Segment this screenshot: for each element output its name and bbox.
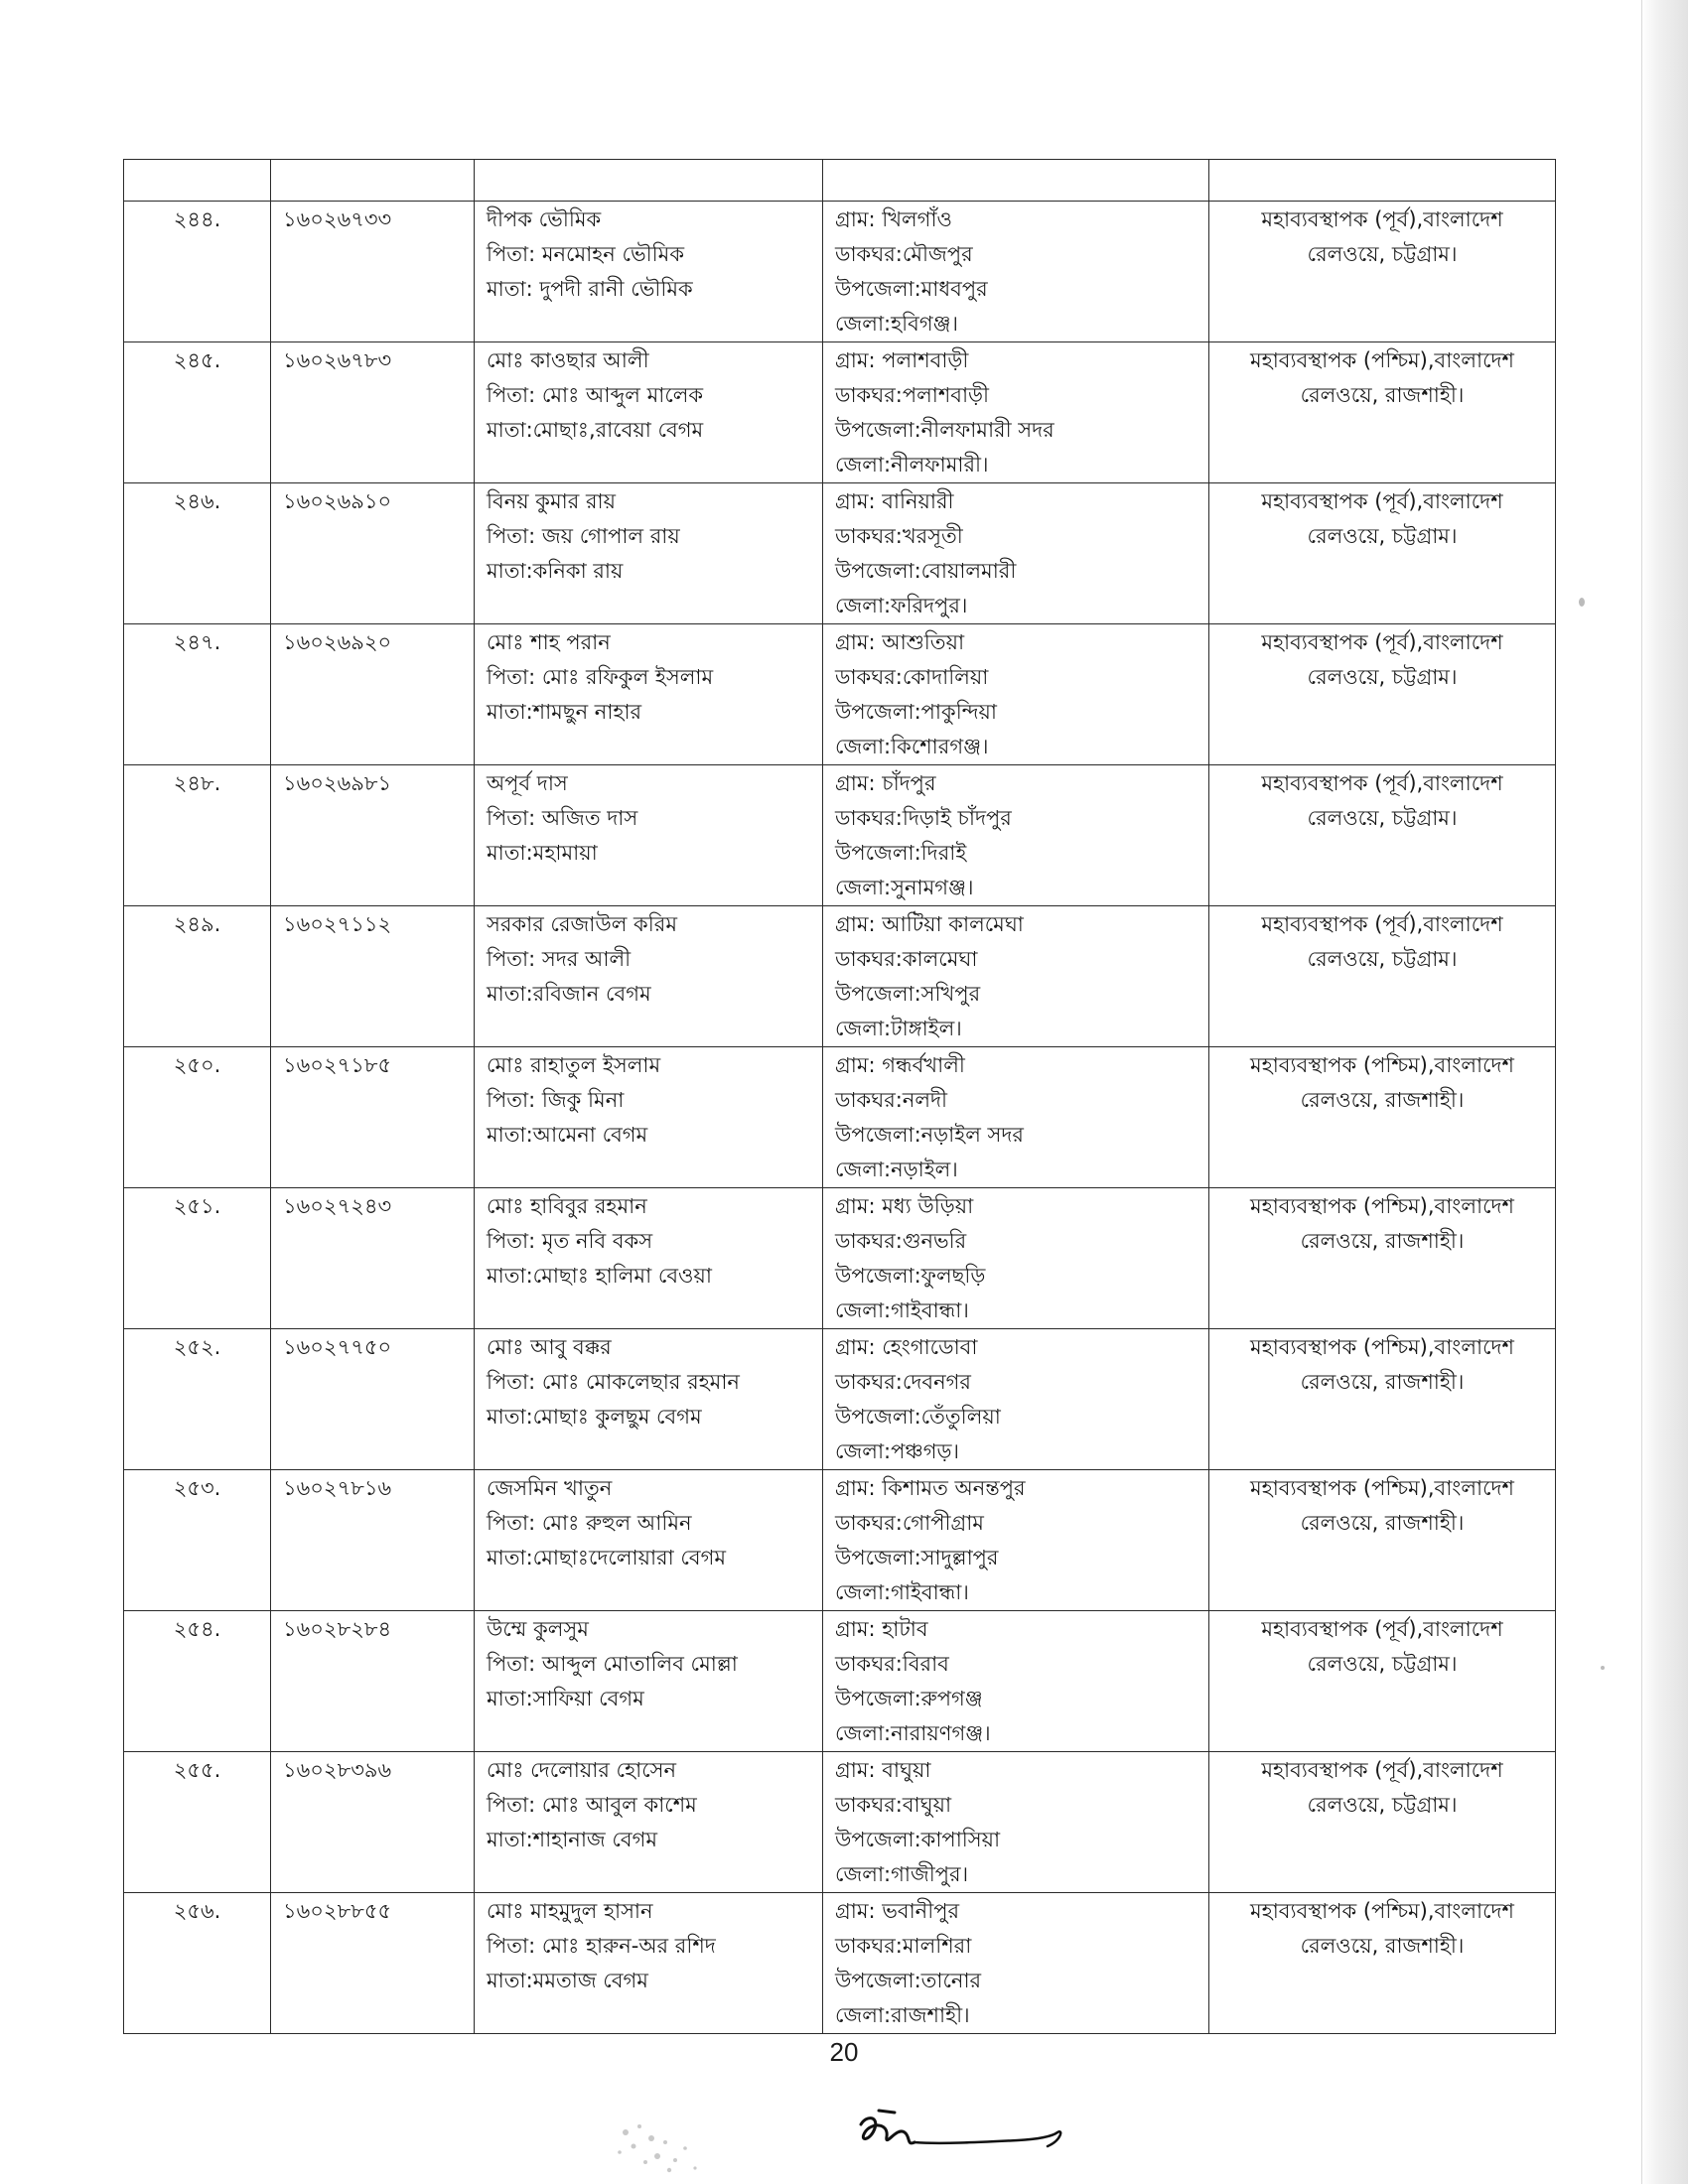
table-row xyxy=(124,1047,1556,1188)
serial-cell xyxy=(124,624,271,765)
mother-name: মাতা:শাহানাজ বেগম xyxy=(487,1828,658,1851)
serial-cell xyxy=(124,1188,271,1329)
serial-cell xyxy=(124,1752,271,1893)
roll-cell xyxy=(271,1047,475,1188)
address-village: গ্রাম: খিলগাঁও xyxy=(835,207,952,231)
faded-ink-smudge-icon xyxy=(606,2113,735,2182)
office-location: রেলওয়ে, চট্টগ্রাম। xyxy=(1307,1793,1458,1817)
office-title: মহাব্যবস্থাপক (পূর্ব),বাংলাদেশ xyxy=(1261,489,1503,513)
table-row xyxy=(124,1752,1556,1893)
person-cell xyxy=(475,202,823,342)
posting-office-cell xyxy=(1209,1752,1556,1893)
blank-cell xyxy=(475,160,823,202)
address-upazila: উপজেলা:পাকুন্দিয়া xyxy=(835,700,998,724)
office-location: রেলওয়ে, চট্টগ্রাম। xyxy=(1307,524,1458,548)
address-district: জেলা:গাইবান্ধা। xyxy=(835,1298,969,1322)
table-row xyxy=(124,202,1556,342)
serial-cell xyxy=(124,1470,271,1611)
roll-number: ১৬০২৭৮১৬ xyxy=(283,1476,392,1500)
mother-name: মাতা:মোছাঃদেলোয়ারা বেগম xyxy=(487,1546,727,1570)
office-location: রেলওয়ে, চট্টগ্রাম। xyxy=(1307,242,1458,266)
address-district: জেলা:নারায়ণগঞ্জ। xyxy=(835,1721,991,1745)
posting-office-cell xyxy=(1209,1329,1556,1470)
office-title: মহাব্যবস্থাপক (পশ্চিম),বাংলাদেশ xyxy=(1250,348,1514,372)
blank-cell xyxy=(124,160,271,202)
address-upazila: উপজেলা:ফুলছড়ি xyxy=(835,1264,986,1288)
roll-number: ১৬০২৬৭৮৩ xyxy=(283,348,392,372)
address-village: গ্রাম: হেংগাডোবা xyxy=(835,1335,978,1359)
office-location: রেলওয়ে, চট্টগ্রাম। xyxy=(1307,665,1458,689)
address-cell xyxy=(823,765,1209,906)
roll-number: ১৬০২৮৮৫৫ xyxy=(283,1899,392,1923)
page-number: 20 xyxy=(829,2037,859,2067)
serial-number: ২৫২. xyxy=(173,1335,221,1359)
address-cell xyxy=(823,342,1209,483)
father-name: পিতা: জয় গোপাল রায় xyxy=(487,524,680,548)
candidate-name: বিনয় কুমার রায় xyxy=(487,489,616,513)
roll-cell xyxy=(271,906,475,1047)
serial-number: ২৫৬. xyxy=(173,1899,221,1923)
posting-office-cell xyxy=(1209,483,1556,624)
blank-cell xyxy=(823,160,1209,202)
address-district: জেলা:নড়াইল। xyxy=(835,1158,958,1181)
posting-office-cell xyxy=(1209,1611,1556,1752)
address-district: জেলা:নীলফামারী। xyxy=(835,453,989,477)
posting-office-cell xyxy=(1209,765,1556,906)
office-location: রেলওয়ে, চট্টগ্রাম। xyxy=(1307,1652,1458,1676)
office-title: মহাব্যবস্থাপক (পশ্চিম),বাংলাদেশ xyxy=(1250,1053,1514,1077)
table-row xyxy=(124,1611,1556,1752)
posting-office-cell xyxy=(1209,202,1556,342)
father-name: পিতা: অজিত দাস xyxy=(487,806,638,830)
person-cell xyxy=(475,906,823,1047)
address-upazila: উপজেলা:রুপগঞ্জ xyxy=(835,1687,983,1710)
person-cell xyxy=(475,483,823,624)
roll-cell xyxy=(271,202,475,342)
blank-cell xyxy=(271,160,475,202)
roll-cell xyxy=(271,1611,475,1752)
office-location: রেলওয়ে, রাজশাহী। xyxy=(1300,1934,1465,1958)
address-cell xyxy=(823,1611,1209,1752)
serial-cell xyxy=(124,1611,271,1752)
address-district: জেলা:কিশোরগঞ্জ। xyxy=(835,735,989,758)
blank-header-row xyxy=(124,160,1556,202)
office-title: মহাব্যবস্থাপক (পূর্ব),বাংলাদেশ xyxy=(1261,207,1503,231)
father-name: পিতা: মনমোহন ভৌমিক xyxy=(487,242,685,266)
roll-cell xyxy=(271,1893,475,2034)
table-row xyxy=(124,1893,1556,2034)
scan-speck xyxy=(1601,1666,1605,1670)
roll-number: ১৬০২৬৯৮১ xyxy=(283,771,392,795)
address-upazila: উপজেলা:কাপাসিয়া xyxy=(835,1828,1001,1851)
candidate-table xyxy=(123,159,1556,2034)
address-post-office: ডাকঘর:নলদী xyxy=(835,1088,948,1112)
candidate-name: উম্মে কুলসুম xyxy=(487,1617,589,1641)
serial-number: ২৪৭. xyxy=(173,630,221,654)
address-upazila: উপজেলা:বোয়ালমারী xyxy=(835,559,1017,583)
address-upazila: উপজেলা:সখিপুর xyxy=(835,982,981,1006)
address-upazila: উপজেলা:মাধবপুর xyxy=(835,277,988,301)
mother-name: মাতা:মমতাজ বেগম xyxy=(487,1969,648,1992)
address-village: গ্রাম: আশুতিয়া xyxy=(835,630,965,654)
address-district: জেলা:সুনামগঞ্জ। xyxy=(835,876,974,899)
table-row xyxy=(124,342,1556,483)
office-title: মহাব্যবস্থাপক (পশ্চিম),বাংলাদেশ xyxy=(1250,1335,1514,1359)
roll-number: ১৬০২৬৯২০ xyxy=(283,630,392,654)
address-upazila: উপজেলা:নীলফামারী সদর xyxy=(835,418,1055,442)
table-row xyxy=(124,765,1556,906)
posting-office-cell xyxy=(1209,1188,1556,1329)
candidate-name: মোঃ মাহমুদুল হাসান xyxy=(487,1899,653,1923)
father-name: পিতা: সদর আলী xyxy=(487,947,632,971)
blank-cell xyxy=(1209,160,1556,202)
address-district: জেলা:রাজশাহী। xyxy=(835,2003,970,2027)
office-title: মহাব্যবস্থাপক (পূর্ব),বাংলাদেশ xyxy=(1261,912,1503,936)
table-row xyxy=(124,1329,1556,1470)
candidate-name: মোঃ হাবিবুর রহমান xyxy=(487,1194,647,1218)
office-location: রেলওয়ে, রাজশাহী। xyxy=(1300,1088,1465,1112)
candidate-name: সরকার রেজাউল করিম xyxy=(487,912,677,936)
posting-office-cell xyxy=(1209,906,1556,1047)
father-name: পিতা: মোঃ রফিকুল ইসলাম xyxy=(487,665,714,689)
mother-name: মাতা:মোছাঃ,রাবেয়া বেগম xyxy=(487,418,704,442)
address-upazila: উপজেলা:তেঁতুলিয়া xyxy=(835,1405,1001,1429)
serial-cell xyxy=(124,765,271,906)
mother-name: মাতা:মহামায়া xyxy=(487,841,598,865)
address-village: গ্রাম: মধ্য উড়িয়া xyxy=(835,1194,974,1218)
office-title: মহাব্যবস্থাপক (পশ্চিম),বাংলাদেশ xyxy=(1250,1194,1514,1218)
father-name: পিতা: মোঃ হারুন-অর রশিদ xyxy=(487,1934,716,1958)
roll-number: ১৬০২৮২৮৪ xyxy=(283,1617,392,1641)
father-name: পিতা: আব্দুল মোতালিব মোল্লা xyxy=(487,1652,738,1676)
address-village: গ্রাম: বাঘুয়া xyxy=(835,1758,931,1782)
address-district: জেলা:গাজীপুর। xyxy=(835,1862,969,1886)
office-title: মহাব্যবস্থাপক (পূর্ব),বাংলাদেশ xyxy=(1261,630,1503,654)
person-cell xyxy=(475,765,823,906)
address-village: গ্রাম: হাটাব xyxy=(835,1617,928,1641)
address-village: গ্রাম: বানিয়ারী xyxy=(835,489,954,513)
posting-office-cell xyxy=(1209,1047,1556,1188)
roll-number: ১৬০২৭১৮৫ xyxy=(283,1053,392,1077)
father-name: পিতা: মোঃ আবুল কাশেম xyxy=(487,1793,697,1817)
address-village: গ্রাম: চাঁদপুর xyxy=(835,771,936,795)
posting-office-cell xyxy=(1209,624,1556,765)
office-location: রেলওয়ে, রাজশাহী। xyxy=(1300,1370,1465,1394)
address-district: জেলা:পঞ্চগড়। xyxy=(835,1439,959,1463)
roll-number: ১৬০২৮৩৯৬ xyxy=(283,1758,392,1782)
office-title: মহাব্যবস্থাপক (পশ্চিম),বাংলাদেশ xyxy=(1250,1899,1514,1923)
address-cell xyxy=(823,1188,1209,1329)
roll-number: ১৬০২৬৯১০ xyxy=(283,489,392,513)
mother-name: মাতা:সাফিয়া বেগম xyxy=(487,1687,644,1710)
serial-number: ২৪৯. xyxy=(173,912,221,936)
address-upazila: উপজেলা:সাদুল্লাপুর xyxy=(835,1546,999,1570)
candidate-name: মোঃ শাহ পরান xyxy=(487,630,611,654)
address-post-office: ডাকঘর:কালমেঘা xyxy=(835,947,978,971)
address-district: জেলা:ফরিদপুর। xyxy=(835,594,968,617)
serial-number: ২৪৫. xyxy=(173,348,221,372)
address-district: জেলা:হবিগঞ্জ। xyxy=(835,312,959,336)
address-cell xyxy=(823,1752,1209,1893)
mother-name: মাতা:কনিকা রায় xyxy=(487,559,624,583)
roll-cell xyxy=(271,1188,475,1329)
handwritten-signature-icon xyxy=(849,2107,1087,2166)
office-location: রেলওয়ে, রাজশাহী। xyxy=(1300,1229,1465,1253)
roll-number: ১৬০২৭২৪৩ xyxy=(283,1194,392,1218)
mother-name: মাতা: দুপদী রানী ভৌমিক xyxy=(487,277,693,301)
father-name: পিতা: জিকু মিনা xyxy=(487,1088,625,1112)
roll-cell xyxy=(271,483,475,624)
person-cell xyxy=(475,1611,823,1752)
mother-name: মাতা:মোছাঃ কুলছুম বেগম xyxy=(487,1405,702,1429)
address-post-office: ডাকঘর:মালশিরা xyxy=(835,1934,972,1958)
office-location: রেলওয়ে, চট্টগ্রাম। xyxy=(1307,806,1458,830)
candidate-name: জেসমিন খাতুন xyxy=(487,1476,613,1500)
serial-cell xyxy=(124,906,271,1047)
serial-number: ২৪৬. xyxy=(173,489,221,513)
address-cell xyxy=(823,1470,1209,1611)
person-cell xyxy=(475,1188,823,1329)
office-location: রেলওয়ে, চট্টগ্রাম। xyxy=(1307,947,1458,971)
address-cell xyxy=(823,624,1209,765)
address-cell xyxy=(823,906,1209,1047)
scan-page-edge xyxy=(1641,0,1688,2184)
address-cell xyxy=(823,1329,1209,1470)
scan-speck xyxy=(1579,598,1585,607)
table-row xyxy=(124,483,1556,624)
table-row xyxy=(124,624,1556,765)
address-cell xyxy=(823,483,1209,624)
address-post-office: ডাকঘর:বিরাব xyxy=(835,1652,949,1676)
serial-number: ২৪৮. xyxy=(173,771,221,795)
candidate-name: মোঃ দেলোয়ার হোসেন xyxy=(487,1758,677,1782)
address-district: জেলা:টাঙ্গাইল। xyxy=(835,1017,962,1040)
father-name: পিতা: মৃত নবি বকস xyxy=(487,1229,653,1253)
serial-number: ২৫১. xyxy=(173,1194,221,1218)
office-location: রেলওয়ে, রাজশাহী। xyxy=(1300,1511,1465,1535)
posting-office-cell xyxy=(1209,1893,1556,2034)
mother-name: মাতা:শামছুন নাহার xyxy=(487,700,642,724)
person-cell xyxy=(475,1752,823,1893)
address-post-office: ডাকঘর:দেবনগর xyxy=(835,1370,971,1394)
address-post-office: ডাকঘর:গুনভরি xyxy=(835,1229,967,1253)
address-post-office: ডাকঘর:বাঘুয়া xyxy=(835,1793,952,1817)
address-village: গ্রাম: ভবানীপুর xyxy=(835,1899,960,1923)
serial-cell xyxy=(124,1893,271,2034)
serial-cell xyxy=(124,483,271,624)
person-cell xyxy=(475,1047,823,1188)
table-row xyxy=(124,1470,1556,1611)
office-title: মহাব্যবস্থাপক (পূর্ব),বাংলাদেশ xyxy=(1261,771,1503,795)
address-post-office: ডাকঘর:পলাশবাড়ী xyxy=(835,383,990,407)
address-upazila: উপজেলা:তানোর xyxy=(835,1969,982,1992)
person-cell xyxy=(475,342,823,483)
address-post-office: ডাকঘর:মৌজপুর xyxy=(835,242,973,266)
address-cell xyxy=(823,1047,1209,1188)
roll-cell xyxy=(271,1329,475,1470)
candidate-name: মোঃ কাওছার আলী xyxy=(487,348,649,372)
person-cell xyxy=(475,1893,823,2034)
serial-number: ২৫৪. xyxy=(173,1617,221,1641)
candidate-name: দীপক ভৌমিক xyxy=(487,207,602,231)
candidate-name: অপূর্ব দাস xyxy=(487,771,568,795)
serial-cell xyxy=(124,1329,271,1470)
office-title: মহাব্যবস্থাপক (পূর্ব),বাংলাদেশ xyxy=(1261,1758,1503,1782)
address-village: গ্রাম: পলাশবাড়ী xyxy=(835,348,969,372)
posting-office-cell xyxy=(1209,342,1556,483)
office-location: রেলওয়ে, রাজশাহী। xyxy=(1300,383,1465,407)
office-title: মহাব্যবস্থাপক (পূর্ব),বাংলাদেশ xyxy=(1261,1617,1503,1641)
address-post-office: ডাকঘর:গোপীগ্রাম xyxy=(835,1511,984,1535)
roll-cell xyxy=(271,1752,475,1893)
mother-name: মাতা:আমেনা বেগম xyxy=(487,1123,648,1147)
mother-name: মাতা:মোছাঃ হালিমা বেওয়া xyxy=(487,1264,712,1288)
father-name: পিতা: মোঃ আব্দুল মালেক xyxy=(487,383,704,407)
serial-cell xyxy=(124,202,271,342)
serial-number: ২৫০. xyxy=(173,1053,221,1077)
address-cell xyxy=(823,202,1209,342)
father-name: পিতা: মোঃ রুহুল আমিন xyxy=(487,1511,692,1535)
address-upazila: উপজেলা:নড়াইল সদর xyxy=(835,1123,1024,1147)
address-village: গ্রাম: কিশামত অনন্তপুর xyxy=(835,1476,1026,1500)
serial-cell xyxy=(124,1047,271,1188)
table-row xyxy=(124,1188,1556,1329)
roll-number: ১৬০২৬৭৩৩ xyxy=(283,207,392,231)
address-post-office: ডাকঘর:খরসূতী xyxy=(835,524,963,548)
mother-name: মাতা:রবিজান বেগম xyxy=(487,982,651,1006)
candidate-name: মোঃ আবু বক্কর xyxy=(487,1335,612,1359)
roll-cell xyxy=(271,342,475,483)
address-village: গ্রাম: গন্ধর্বখালী xyxy=(835,1053,965,1077)
office-title: মহাব্যবস্থাপক (পশ্চিম),বাংলাদেশ xyxy=(1250,1476,1514,1500)
roll-cell xyxy=(271,765,475,906)
roll-cell xyxy=(271,1470,475,1611)
father-name: পিতা: মোঃ মোকলেছার রহমান xyxy=(487,1370,740,1394)
person-cell xyxy=(475,624,823,765)
roll-number: ১৬০২৭৭৫০ xyxy=(283,1335,392,1359)
candidate-table-body xyxy=(124,160,1556,2034)
serial-cell xyxy=(124,342,271,483)
posting-office-cell xyxy=(1209,1470,1556,1611)
address-cell xyxy=(823,1893,1209,2034)
address-post-office: ডাকঘর:দিড়াই চাঁদপুর xyxy=(835,806,1012,830)
table-row xyxy=(124,906,1556,1047)
serial-number: ২৫৫. xyxy=(173,1758,221,1782)
address-district: জেলা:গাইবান্ধা। xyxy=(835,1580,969,1604)
address-village: গ্রাম: আটিয়া কালমেঘা xyxy=(835,912,1024,936)
person-cell xyxy=(475,1470,823,1611)
roll-number: ১৬০২৭১১২ xyxy=(283,912,392,936)
address-upazila: উপজেলা:দিরাই xyxy=(835,841,967,865)
candidate-name: মোঃ রাহাতুল ইসলাম xyxy=(487,1053,661,1077)
person-cell xyxy=(475,1329,823,1470)
address-post-office: ডাকঘর:কোদালিয়া xyxy=(835,665,989,689)
serial-number: ২৫৩. xyxy=(173,1476,221,1500)
serial-number: ২৪৪. xyxy=(173,207,221,231)
roll-cell xyxy=(271,624,475,765)
